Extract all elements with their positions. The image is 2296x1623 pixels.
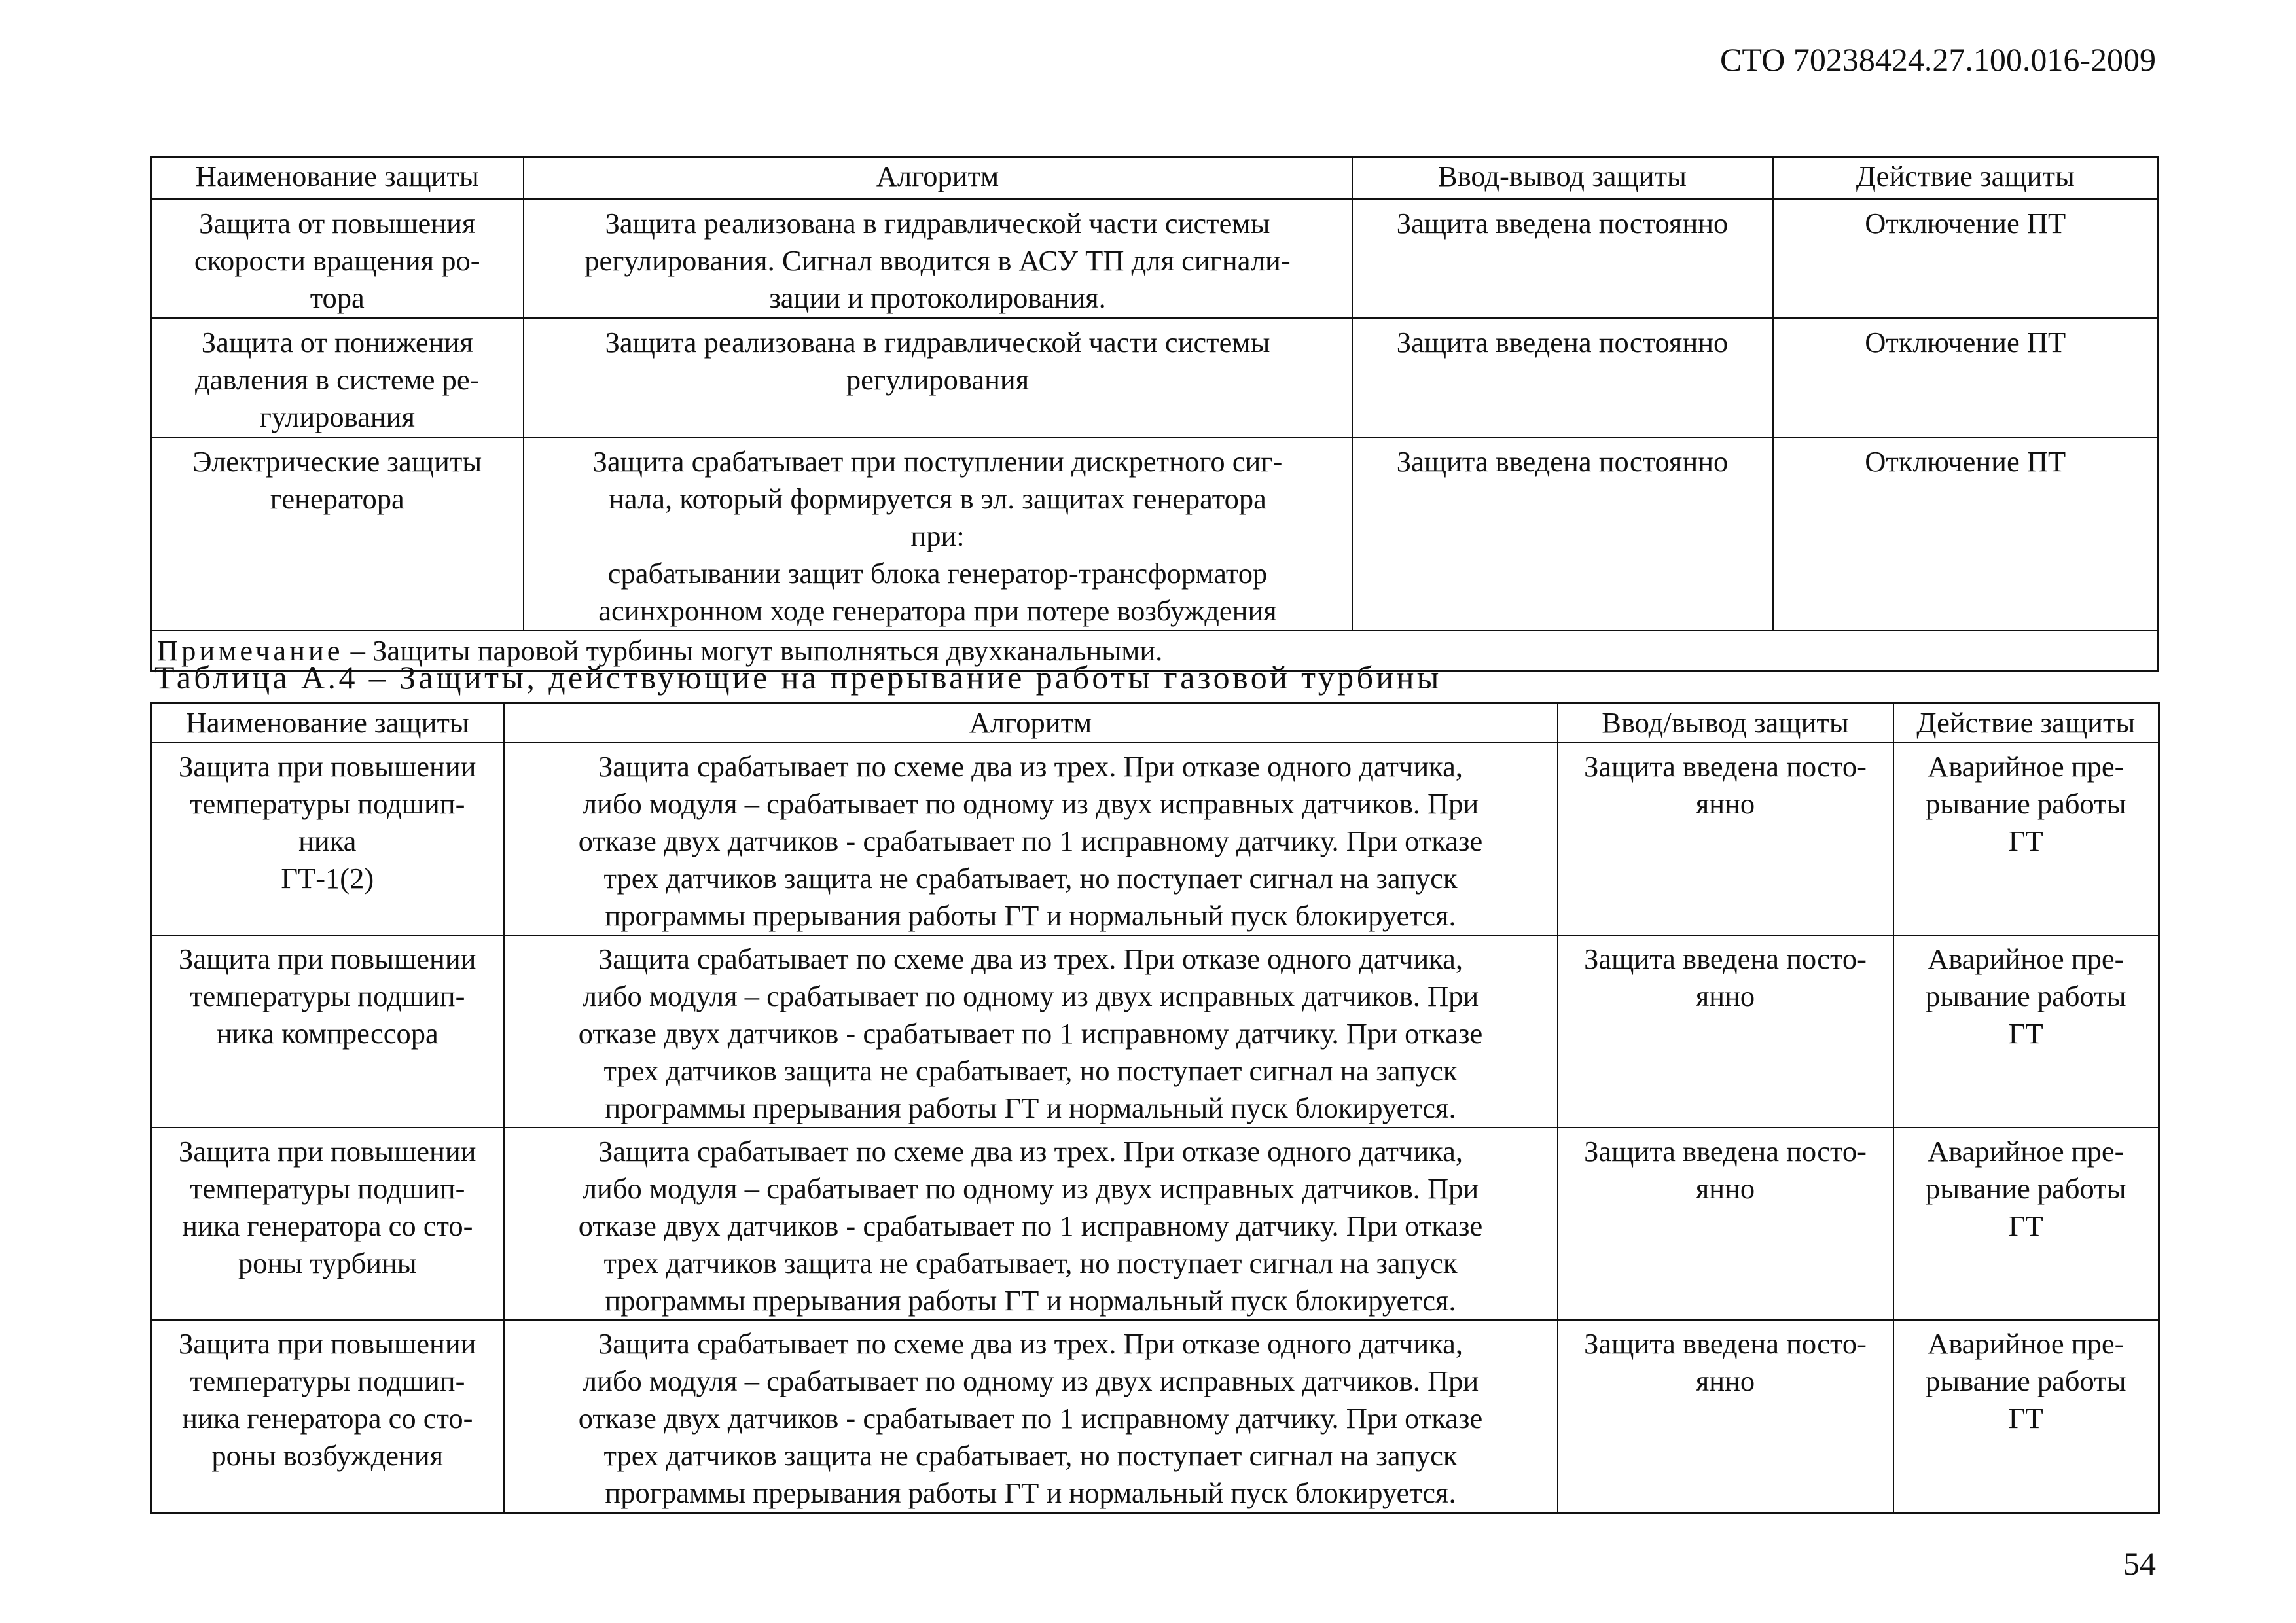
action-cell	[1893, 1320, 2159, 1513]
algorithm-cell	[524, 199, 1352, 318]
cell-line: программы прерывания работы ГТ и нормальный пуск блокируется.	[605, 1092, 1456, 1124]
cell-line: при:	[910, 520, 965, 552]
algorithm-cell	[524, 318, 1352, 437]
cell-line: отказе двух датчиков - срабатывает по 1 исправному датчику. При отказе	[578, 1017, 1483, 1050]
table-row	[151, 1320, 2159, 1513]
cell-line: либо модуля – срабатывает по одному из двух исправных датчиков. При	[582, 1172, 1479, 1205]
io-cell: Защита введена постоянно	[1352, 437, 1773, 630]
cell-line: ГТ	[2008, 1017, 2043, 1050]
cell-line: Защита реализована в гидравлической части системы	[605, 207, 1270, 240]
cell-line: рывание работы	[1926, 1364, 2126, 1397]
table-row	[151, 318, 2159, 437]
cell-line: Электрические защиты	[192, 445, 482, 478]
cell-line: ника генератора со сто-	[182, 1402, 473, 1435]
cell-line: янно	[1695, 980, 1755, 1012]
cell-line: ГТ	[2008, 1209, 2043, 1242]
cell-line: отказе двух датчиков - срабатывает по 1 исправному датчику. При отказе	[578, 1209, 1483, 1242]
cell-line: Защита при повышении	[179, 1135, 476, 1168]
algorithm-cell	[524, 437, 1352, 630]
cell-line: температуры подшип-	[190, 1364, 465, 1397]
table-row	[151, 1128, 2159, 1320]
cell-line: давления в системе ре-	[194, 363, 480, 396]
cell-line: Защита при повышении	[179, 750, 476, 783]
cell-line: Защита введена посто-	[1584, 1327, 1867, 1360]
io-cell	[1558, 1128, 1893, 1320]
action-cell	[1893, 743, 2159, 935]
cell-line: программы прерывания работы ГТ и нормальный пуск блокируется.	[605, 1284, 1456, 1317]
io-cell: Защита введена постоянно	[1352, 199, 1773, 318]
cell-line: ника генератора со сто-	[182, 1209, 473, 1242]
cell-line: гулирования	[259, 401, 415, 433]
cell-line: Аварийное пре-	[1928, 750, 2125, 783]
algorithm-cell	[504, 1320, 1558, 1513]
action-cell: Отключение ПТ	[1773, 437, 2159, 630]
cell-line: программы прерывания работы ГТ и нормальный пуск блокируется.	[605, 899, 1456, 932]
cell-line: трех датчиков защита не срабатывает, но поступает сигнал на запуск	[603, 1439, 1458, 1472]
cell-line: Защита при повышении	[179, 1327, 476, 1360]
cell-line: янно	[1695, 787, 1755, 820]
cell-line: трех датчиков защита не срабатывает, но поступает сигнал на запуск	[603, 1054, 1458, 1087]
cell-line: скорости вращения ро-	[194, 244, 480, 277]
protection-name-cell	[151, 743, 504, 935]
action-cell: Отключение ПТ	[1773, 199, 2159, 318]
cell-line: янно	[1695, 1172, 1755, 1205]
table-row	[151, 199, 2159, 318]
column-header: Действие защиты	[1773, 157, 2159, 200]
algorithm-cell	[504, 743, 1558, 935]
cell-line: Защита срабатывает по схеме два из трех. При отказе одного датчика,	[598, 1327, 1463, 1360]
algorithm-cell	[504, 1128, 1558, 1320]
cell-line: тора	[310, 281, 365, 314]
io-cell	[1558, 743, 1893, 935]
cell-line: ГТ	[2008, 1402, 2043, 1435]
protection-name-cell	[151, 199, 524, 318]
note-label: Примечание	[157, 634, 344, 667]
protection-name-cell	[151, 437, 524, 630]
cell-line: либо модуля – срабатывает по одному из двух исправных датчиков. При	[582, 1364, 1479, 1397]
cell-line: зации и протоколирования.	[769, 281, 1106, 314]
table-row	[151, 743, 2159, 935]
column-header: Ввод-вывод защиты	[1352, 157, 1773, 200]
cell-line: регулирования	[846, 363, 1030, 396]
io-cell	[1558, 1320, 1893, 1513]
cell-line: трех датчиков защита не срабатывает, но поступает сигнал на запуск	[603, 1247, 1458, 1279]
cell-line: Аварийное пре-	[1928, 1327, 2125, 1360]
protection-name-cell	[151, 1128, 504, 1320]
io-cell	[1558, 935, 1893, 1128]
io-cell: Защита введена постоянно	[1352, 318, 1773, 437]
cell-line: Защита введена посто-	[1584, 1135, 1867, 1168]
column-header: Действие защиты	[1893, 704, 2159, 743]
column-header: Наименование защиты	[151, 157, 524, 200]
cell-line: генератора	[270, 482, 404, 515]
protection-name-cell	[151, 318, 524, 437]
protection-name-cell	[151, 1320, 504, 1513]
cell-line: рывание работы	[1926, 787, 2126, 820]
cell-line: асинхронном ходе генератора при потере возбуждения	[598, 594, 1277, 627]
table-caption: Таблица А.4 – Защиты, действующие на прерывание работы газовой турбины	[154, 659, 1442, 696]
cell-line: Защита введена посто-	[1584, 750, 1867, 783]
cell-line: ГТ	[2008, 825, 2043, 857]
cell-line: Аварийное пре-	[1928, 1135, 2125, 1168]
note-text: – Защиты паровой турбины могут выполняться двухканальными.	[343, 634, 1163, 667]
cell-line: Защита при повышении	[179, 942, 476, 975]
cell-line: Аварийное пре-	[1928, 942, 2125, 975]
table-row	[151, 437, 2159, 630]
cell-line: Защита введена посто-	[1584, 942, 1867, 975]
column-header: Алгоритм	[504, 704, 1558, 743]
cell-line: Защита от повышения	[199, 207, 476, 240]
column-header: Ввод/вывод защиты	[1558, 704, 1893, 743]
table-row	[151, 935, 2159, 1128]
cell-line: роны турбины	[238, 1247, 417, 1279]
action-cell	[1893, 1128, 2159, 1320]
cell-line: Защита срабатывает при поступлении дискретного сиг-	[592, 445, 1283, 478]
cell-line: срабатывании защит блока генератор-трансформатор	[607, 557, 1268, 590]
cell-line: регулирования. Сигнал вводится в АСУ ТП для сигнали-	[584, 244, 1291, 277]
cell-line: отказе двух датчиков - срабатывает по 1 исправному датчику. При отказе	[578, 825, 1483, 857]
table-header-row	[151, 157, 2159, 200]
protection-name-cell	[151, 935, 504, 1128]
cell-line: ГТ-1(2)	[281, 862, 374, 895]
page-number: 54	[2123, 1545, 2156, 1582]
steam-turbine-protection-table	[150, 156, 2159, 672]
cell-line: программы прерывания работы ГТ и нормальный пуск блокируется.	[605, 1476, 1456, 1509]
cell-line: Защита реализована в гидравлической части системы	[605, 326, 1270, 359]
gas-turbine-protection-table	[150, 702, 2160, 1514]
cell-line: ника	[298, 825, 357, 857]
cell-line: рывание работы	[1926, 1172, 2126, 1205]
cell-line: температуры подшип-	[190, 787, 465, 820]
cell-line: Защита срабатывает по схеме два из трех. При отказе одного датчика,	[598, 1135, 1463, 1168]
cell-line: трех датчиков защита не срабатывает, но поступает сигнал на запуск	[603, 862, 1458, 895]
cell-line: нала, который формируется в эл. защитах генератора	[609, 482, 1266, 515]
cell-line: роны возбуждения	[211, 1439, 444, 1472]
cell-line: Защита срабатывает по схеме два из трех. При отказе одного датчика,	[598, 942, 1463, 975]
document-code: СТО 70238424.27.100.016-2009	[1720, 41, 2156, 78]
cell-line: либо модуля – срабатывает по одному из двух исправных датчиков. При	[582, 787, 1479, 820]
algorithm-cell	[504, 935, 1558, 1128]
action-cell: Отключение ПТ	[1773, 318, 2159, 437]
cell-line: рывание работы	[1926, 980, 2126, 1012]
table-header-row	[151, 704, 2159, 743]
cell-line: Защита срабатывает по схеме два из трех. При отказе одного датчика,	[598, 750, 1463, 783]
cell-line: температуры подшип-	[190, 980, 465, 1012]
cell-line: либо модуля – срабатывает по одному из двух исправных датчиков. При	[582, 980, 1479, 1012]
cell-line: ника компрессора	[216, 1017, 439, 1050]
cell-line: отказе двух датчиков - срабатывает по 1 исправному датчику. При отказе	[578, 1402, 1483, 1435]
cell-line: Защита от понижения	[201, 326, 473, 359]
cell-line: температуры подшип-	[190, 1172, 465, 1205]
column-header: Наименование защиты	[151, 704, 504, 743]
column-header: Алгоритм	[524, 157, 1352, 200]
action-cell	[1893, 935, 2159, 1128]
cell-line: янно	[1695, 1364, 1755, 1397]
